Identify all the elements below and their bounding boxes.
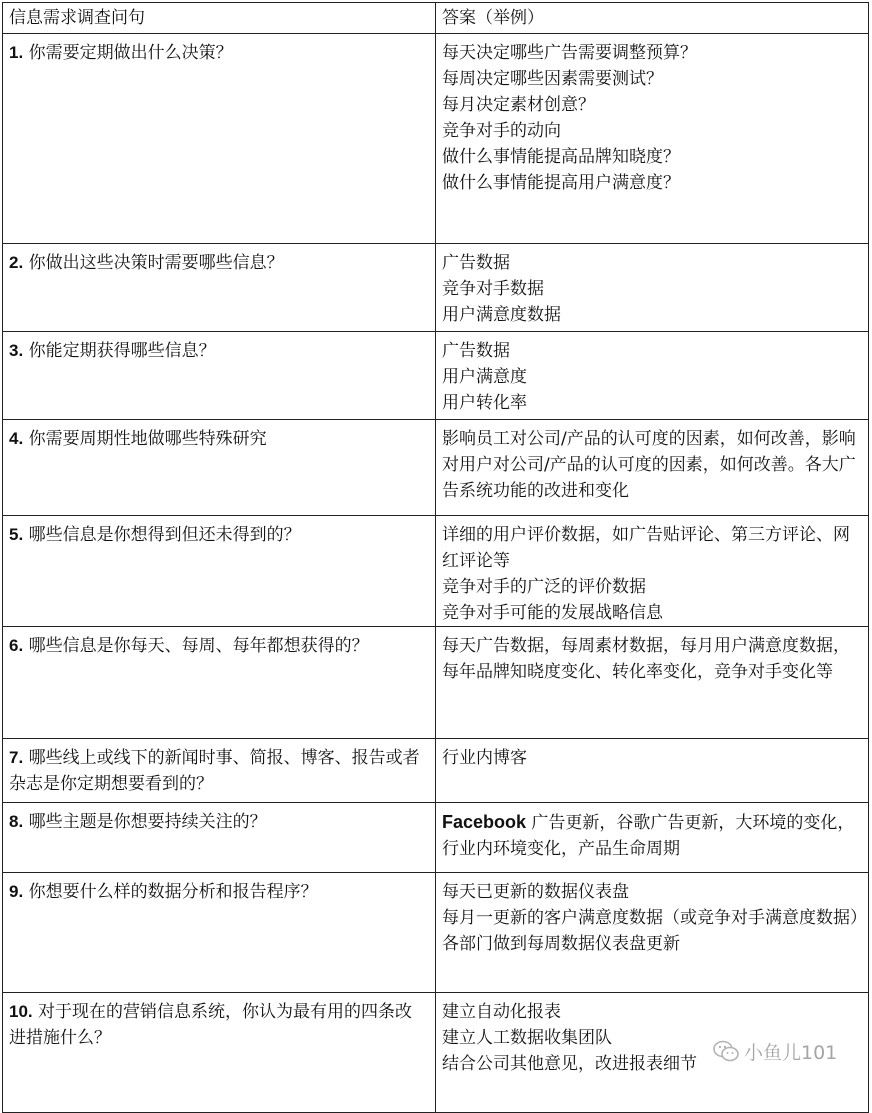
question-text: 你需要定期做出什么决策？ <box>28 43 233 63</box>
table-row <box>3 34 869 244</box>
answer-line <box>442 809 860 862</box>
answer-line: 行业内博客 <box>442 748 527 768</box>
answer-cell <box>436 244 869 332</box>
answer-cell <box>436 739 869 803</box>
table-row <box>3 244 869 332</box>
question-number: 6. <box>9 636 24 655</box>
question-cell <box>3 516 436 627</box>
question-cell <box>3 993 436 1113</box>
question-number: 9. <box>9 882 24 901</box>
table-row <box>3 803 869 873</box>
question-cell <box>3 332 436 420</box>
watermark-text: 小鱼儿101 <box>744 1041 838 1064</box>
answer-text: 广告更新，谷歌广告更新，大环境的变化，行业内环境变化，产品生命周期 <box>442 813 855 859</box>
table-row <box>3 739 869 803</box>
answer-cell <box>436 332 869 420</box>
question-cell <box>3 420 436 516</box>
answer-line: 用户转化率 <box>442 393 527 413</box>
watermark <box>712 1036 852 1066</box>
question-text: 你想要什么样的数据分析和报告程序？ <box>28 882 318 902</box>
answer-line: 结合公司其他意见，改进报表细节 <box>442 1054 697 1074</box>
answer-cell <box>436 627 869 739</box>
answer-line: 每月一更新的客户满意度数据（或竞争对手满意度数据） <box>442 908 867 928</box>
question-text: 你做出这些决策时需要哪些信息？ <box>28 253 284 273</box>
question-text: 哪些信息是你每天、每周、每年都想获得的？ <box>28 636 369 656</box>
question-cell <box>3 244 436 332</box>
table-row <box>3 627 869 739</box>
answer-line: 广告数据 <box>442 341 510 361</box>
question-number: 2. <box>9 253 24 272</box>
answer-brand: Facebook <box>442 812 527 832</box>
answer-cell <box>436 873 869 993</box>
answer-line: 竞争对手的广泛的评价数据 <box>442 577 646 597</box>
question-cell <box>3 873 436 993</box>
question-text: 对于现在的营销信息系统，你认为最有用的四条改进措施什么？ <box>9 1002 413 1048</box>
answer-line: 广告数据 <box>442 253 510 273</box>
header-answer: 答案（举例） <box>436 3 869 34</box>
answer-line: 影响员工对公司/产品的认可度的因素，如何改善，影响对用户对公司/产品的认可度的因素，如何改善。各大广告系统功能的改进和变化 <box>442 429 856 501</box>
answer-line: 每天决定哪些广告需要调整预算？ <box>442 43 697 63</box>
answer-line: 详细的用户评价数据，如广告贴评论、第三方评论、网红评论等 <box>442 525 850 571</box>
answer-cell <box>436 34 869 244</box>
header-row <box>3 3 869 34</box>
question-text: 你能定期获得哪些信息？ <box>28 341 216 361</box>
header-question: 信息需求调查问句 <box>3 3 436 34</box>
answer-line: 用户满意度数据 <box>442 305 561 325</box>
answer-cell <box>436 516 869 627</box>
answer-line: 每周决定哪些因素需要测试？ <box>442 69 663 89</box>
answer-line: 竞争对手的动向 <box>442 121 561 141</box>
answer-line: 各部门做到每周数据仪表盘更新 <box>442 934 680 954</box>
table-row <box>3 516 869 627</box>
question-number: 4. <box>9 429 24 448</box>
question-cell <box>3 627 436 739</box>
answer-line: 每天已更新的数据仪表盘 <box>442 882 629 902</box>
question-cell <box>3 739 436 803</box>
question-number: 1. <box>9 43 24 62</box>
table-row <box>3 420 869 516</box>
question-number: 7. <box>9 748 24 767</box>
question-text: 哪些信息是你想得到但还未得到的？ <box>28 525 301 545</box>
question-text: 哪些主题是你想要持续关注的？ <box>28 812 267 832</box>
table-row <box>3 873 869 993</box>
answer-line: 做什么事情能提高用户满意度？ <box>442 173 680 193</box>
answer-line: 用户满意度 <box>442 367 527 387</box>
table-row <box>3 332 869 420</box>
wechat-icon <box>712 1039 740 1063</box>
answer-cell <box>436 803 869 873</box>
question-text: 哪些线上或线下的新闻时事、简报、博客、报告或者杂志是你定期想要看到的？ <box>9 748 420 794</box>
question-text: 你需要周期性地做哪些特殊研究 <box>28 429 267 449</box>
question-number: 3. <box>9 341 24 360</box>
survey-table <box>2 2 869 1113</box>
answer-line: 建立人工数据收集团队 <box>442 1028 612 1048</box>
answer-line: 建立自动化报表 <box>442 1002 561 1022</box>
answer-line: 竞争对手数据 <box>442 279 544 299</box>
question-cell <box>3 34 436 244</box>
question-number: 5. <box>9 525 24 544</box>
answer-line: 竞争对手可能的发展战略信息 <box>442 603 663 623</box>
answer-line: 做什么事情能提高品牌知晓度？ <box>442 147 680 167</box>
answer-cell <box>436 420 869 516</box>
question-cell <box>3 803 436 873</box>
question-number: 8. <box>9 812 24 831</box>
answer-line: 每月决定素材创意？ <box>442 95 595 115</box>
answer-line: 每天广告数据，每周素材数据，每月用户满意度数据，每年品牌知晓度变化、转化率变化，竞争对手变化等 <box>442 636 850 682</box>
question-number: 10. <box>9 1002 33 1021</box>
